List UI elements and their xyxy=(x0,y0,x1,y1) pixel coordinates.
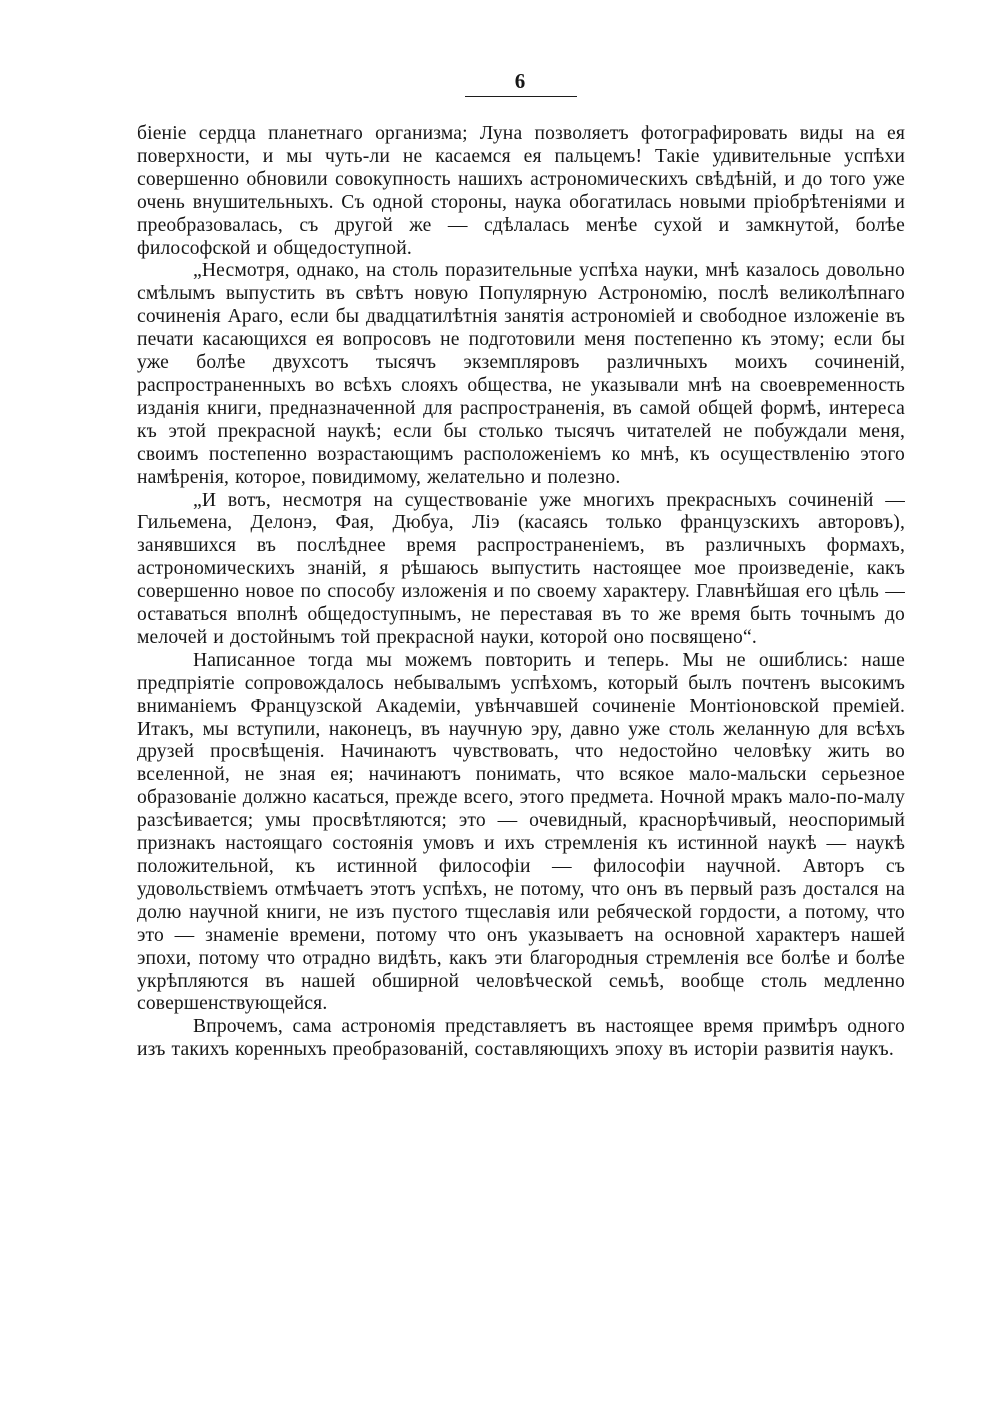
page-number: 6 xyxy=(514,69,526,93)
paragraph-3: „И вотъ, несмотря на существованіе уже многихъ прекрасныхъ сочиненій — Гильемена, Делонэ, Фая, Дюбуа, Ліэ (касаясь только французскихъ авторовъ), занявшихся въ послѣднее время распространеніемъ, въ различныхъ формахъ, астрономическихъ знаній, я рѣшаюсь выпустить настоящее мое произведеніе, какъ совершенно новое по способу изложенія и по своему характеру. Главнѣйшая его цѣль — оставаться вполнѣ общедоступнымъ, не переставая въ то же время быть точнымъ до мелочей и достойнымъ той прекрасной науки, которой оно посвящено“. xyxy=(137,489,905,648)
paragraph-4: Написанное тогда мы можемъ повторить и теперь. Мы не ошиблись: наше предпріятіе сопровождалось небывалымъ успѣхомъ, который былъ почтенъ высокимъ вниманіемъ Французской Академіи, увѣнчавшей сочиненіе Монтіоновской преміей. Итакъ, мы вступили, наконецъ, въ научную эру, давно уже столь желанную для всѣхъ друзей просвѣщенія. Начинаютъ чувствовать, что недостойно человѣку жить во вселенной, не зная ея; начинаютъ понимать, что всякое мало-мальски серьезное образованіе должно касаться, прежде всего, этого предмета. Ночной мракъ мало-по-малу разсѣивается; умы просвѣтляются; это — очевидный, краснорѣчивый, неоспоримый признакъ настоящаго состоянія умовъ и ихъ стремленія къ истинной наукѣ — наукѣ положительной, къ истинной философіи — философіи научной. Авторъ съ удовольствіемъ отмѣчаетъ этотъ успѣхъ, не потому, что онъ въ первый разъ достался на долю научной книги, не изъ пустого тщеславія или ребяческой гордости, а потому, что это — знаменіе времени, потому что онъ указываетъ на основной характеръ нашей эпохи, потому что отрадно видѣть, какъ эти благородныя стремленія все болѣе и болѣе укрѣпляются въ нашей обширной человѣческой семьѣ, вообще столь медленно совершенствующейся. xyxy=(137,649,905,1015)
header-rule xyxy=(465,96,577,97)
body-text xyxy=(137,123,905,1062)
page-header xyxy=(0,70,1000,92)
paragraph-5: Впрочемъ, сама астрономія представляетъ въ настоящее время примѣръ одного изъ такихъ коренныхъ преобразованій, составляющихъ эпоху въ исторіи развитія наукъ. xyxy=(137,1016,905,1061)
paragraph-1: біеніе сердца планетнаго организма; Луна позволяетъ фотографировать виды на ея поверхности, и мы чуть-ли не касаемся ея пальцемъ! Такіе удивительные успѣхи совершенно обновили совокупность нашихъ астрономическихъ свѣдѣній, и до того уже очень внушительныхъ. Съ одной стороны, наука обогатилась новыми пріобрѣтеніями и преобразовалась, съ другой же — сдѣлалась менѣе сухой и замкнутой, болѣе философской и общедоступной. xyxy=(137,123,905,259)
paragraph-2: „Несмотря, однако, на столь поразительные успѣха науки, мнѣ казалось довольно смѣлымъ выпустить въ свѣтъ новую Популярную Астрономію, послѣ великолѣпнаго сочиненія Араго, если бы двадцатилѣтнія занятія астрономіей и свободное изложеніе въ печати касающихся ея вопросовъ не подготовили меня постепенно къ этому; если бы уже болѣе двухсотъ тысячъ экземпляровъ различныхъ моихъ сочиненій, распространенныхъ во всѣхъ слояхъ общества, не указывали мнѣ на своевременность изданія книги, предназначенной для распространенія, въ самой общей формѣ, интереса къ этой прекрасной наукѣ; если бы столько тысячъ читателей не побуждали меня, своимъ постепенно возрастающимъ расположеніемъ ко мнѣ, къ осуществленію этого намѣренія, которое, повидимому, желательно и полезно. xyxy=(137,260,905,488)
